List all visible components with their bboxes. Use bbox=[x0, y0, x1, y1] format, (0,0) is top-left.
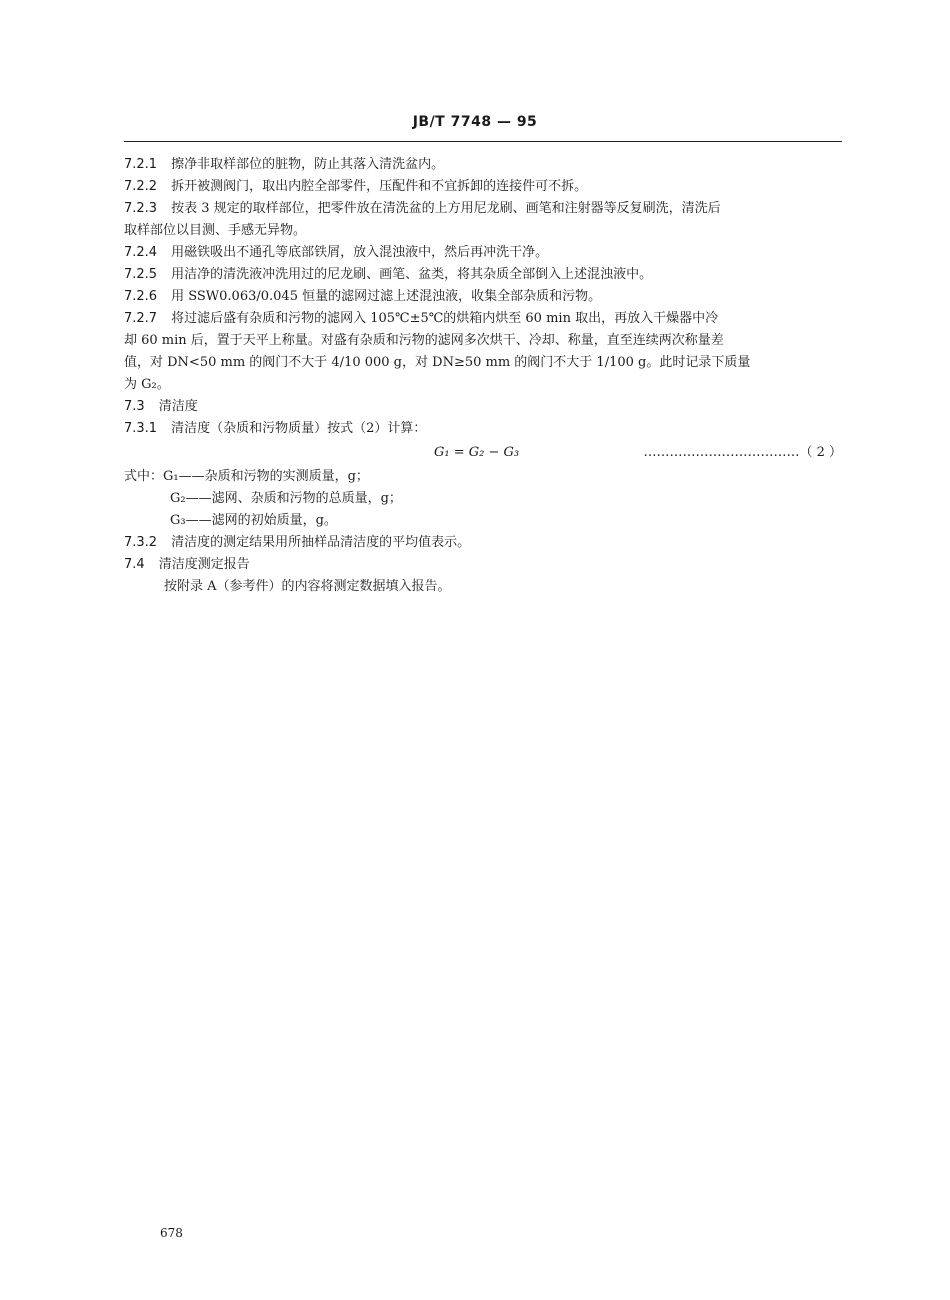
section-number: 7.3 bbox=[124, 399, 145, 414]
section-title: 清洁度测定报告 bbox=[158, 557, 250, 572]
paragraph-7-2-7-cont: 值，对 DN<50 mm 的阀门不大于 4/10 000 g，对 DN≥50 mm 的阀门不大于 1/100 g。此时记录下质量 bbox=[124, 355, 751, 370]
where-clause-g2: G₂——滤网、杂质和污物的总质量，g； bbox=[170, 491, 402, 506]
paragraph-7-2-4 bbox=[124, 242, 842, 264]
section-number: 7.2.4 bbox=[124, 245, 158, 260]
page-number: 678 bbox=[160, 1226, 183, 1240]
section-number: 7.2.2 bbox=[124, 179, 158, 194]
where-clause-g1: 式中：G₁——杂质和污物的实测质量，g； bbox=[124, 469, 369, 484]
formula-2 bbox=[124, 440, 842, 466]
section-number: 7.2.7 bbox=[124, 311, 158, 326]
paragraph-7-2-3 bbox=[124, 198, 842, 220]
paragraph-7-2-7-cont: 为 G₂。 bbox=[124, 377, 170, 392]
header-rule bbox=[124, 141, 842, 142]
section-heading-7-3 bbox=[124, 396, 842, 418]
section-number: 7.2.6 bbox=[124, 289, 158, 304]
paragraph-text: 用洁净的清洗液冲洗用过的尼龙刷、画笔、盆类，将其杂质全部倒入上述混浊液中。 bbox=[171, 267, 653, 282]
paragraph-7-2-1 bbox=[124, 154, 842, 176]
paragraph-7-2-5 bbox=[124, 264, 842, 286]
section-number: 7.2.5 bbox=[124, 267, 158, 282]
paragraph-text: 用磁铁吸出不通孔等底部铁屑，放入混浊液中，然后再冲洗干净。 bbox=[171, 245, 549, 260]
formula-number: ………………………………（ 2 ） bbox=[643, 445, 842, 460]
section-number: 7.2.3 bbox=[124, 201, 158, 216]
section-number: 7.4 bbox=[124, 557, 145, 572]
paragraph-7-2-6 bbox=[124, 286, 842, 308]
paragraph-7-4-body: 按附录 A（参考件）的内容将测定数据填入报告。 bbox=[164, 579, 451, 594]
paragraph-7-2-2 bbox=[124, 176, 842, 198]
section-number: 7.2.1 bbox=[124, 157, 158, 172]
paragraph-7-2-7-cont: 却 60 min 后，置于天平上称量。对盛有杂质和污物的滤网多次烘干、冷却、称量，直至连续两次称量差 bbox=[124, 333, 724, 348]
paragraph-text: 清洁度的测定结果用所抽样品清洁度的平均值表示。 bbox=[171, 535, 471, 550]
paragraph-text: 擦净非取样部位的脏物，防止其落入清洗盆内。 bbox=[171, 157, 445, 172]
paragraph-7-2-3-cont: 取样部位以目测、手感无异物。 bbox=[124, 223, 307, 238]
paragraph-text: 将过滤后盛有杂质和污物的滤网入 105℃±5℃的烘箱内烘至 60 min 取出，再放入干燥器中冷 bbox=[171, 311, 719, 326]
section-heading-7-4 bbox=[124, 554, 842, 576]
paragraph-7-2-7 bbox=[124, 308, 842, 330]
paragraph-text: 清洁度（杂质和污物质量）按式（2）计算： bbox=[171, 421, 427, 436]
section-number: 7.3.2 bbox=[124, 535, 158, 550]
paragraph-text: 用 SSW0.063/0.045 恒量的滤网过滤上述混浊液，收集全部杂质和污物。 bbox=[171, 289, 602, 304]
paragraph-text: 拆开被测阀门，取出内腔全部零件，压配件和不宜拆卸的连接件可不拆。 bbox=[171, 179, 588, 194]
document-body bbox=[124, 154, 842, 598]
paragraph-text: 按表 3 规定的取样部位，把零件放在清洗盆的上方用尼龙刷、画笔和注射器等反复刷洗，清洗后 bbox=[171, 201, 721, 216]
where-clause-g3: G₃——滤网的初始质量，g。 bbox=[170, 513, 337, 528]
document-id-header: JB/T 7748 — 95 bbox=[412, 114, 538, 130]
paragraph-7-3-2 bbox=[124, 532, 842, 554]
formula-expression: G₁ = G₂ − G₃ bbox=[434, 445, 520, 460]
section-number: 7.3.1 bbox=[124, 421, 158, 436]
paragraph-7-3-1 bbox=[124, 418, 842, 440]
section-title: 清洁度 bbox=[158, 399, 198, 414]
